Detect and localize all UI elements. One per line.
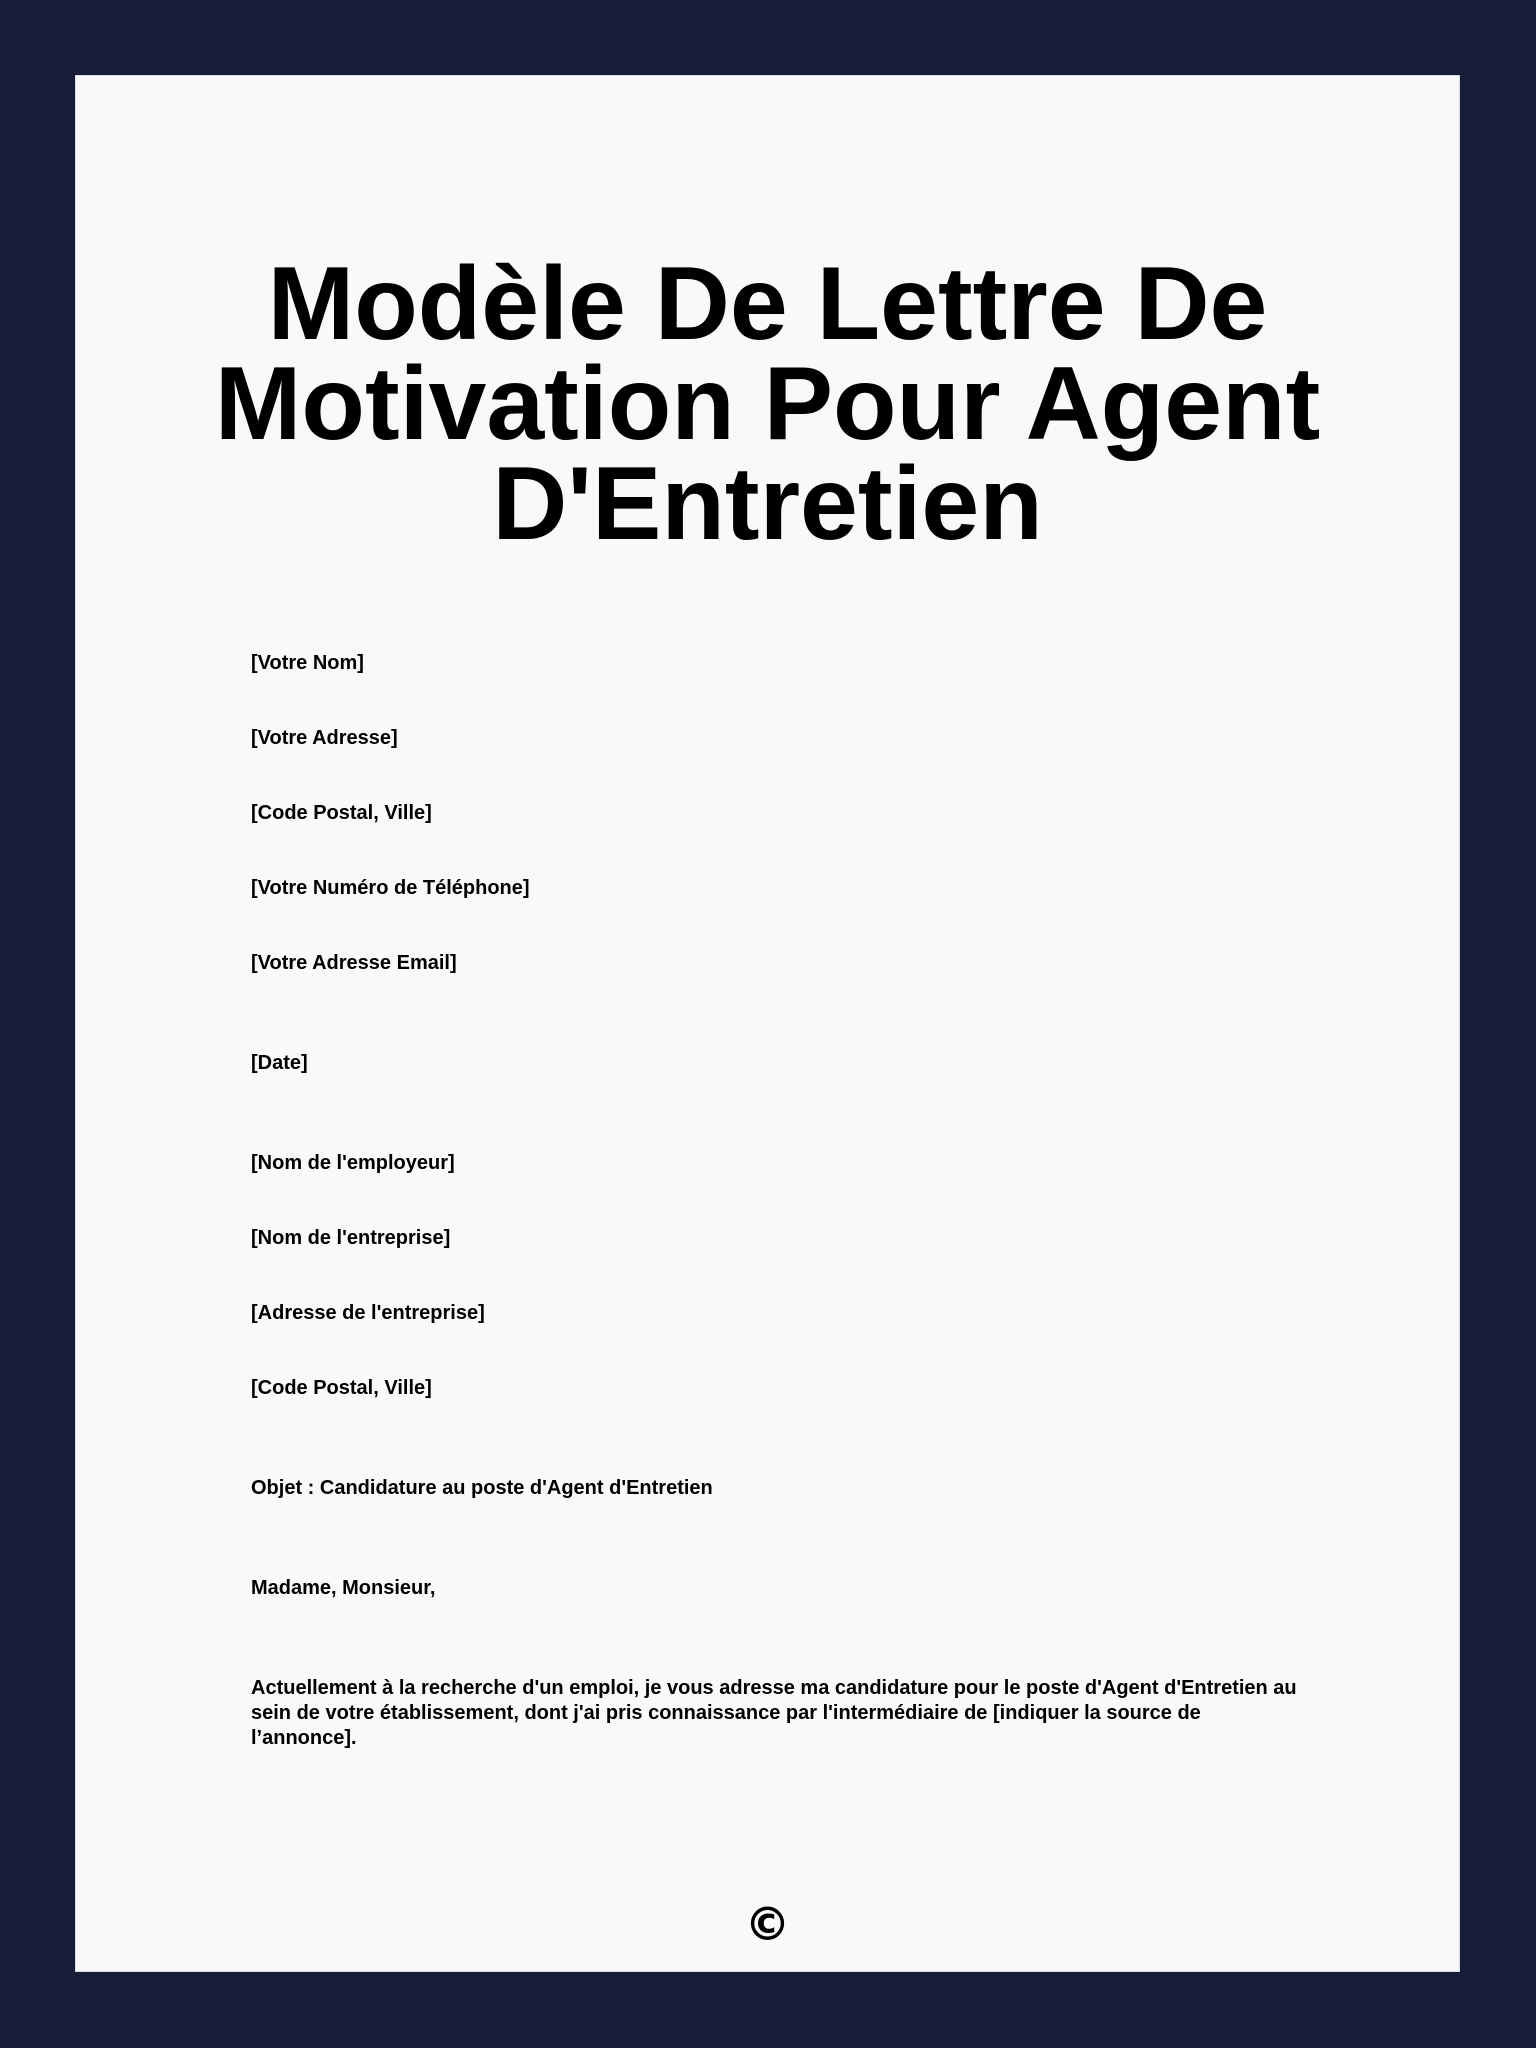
sender-postal-city: [Code Postal, Ville] (251, 802, 432, 824)
recipient-employer-name: [Nom de l'employeur] (251, 1152, 455, 1174)
sender-phone: [Votre Numéro de Téléphone] (251, 877, 530, 899)
recipient-postal-city: [Code Postal, Ville] (251, 1377, 432, 1399)
title-line-2: Motivation Pour Agent (214, 346, 1321, 462)
copyright-icon: © (744, 1897, 791, 1951)
letter-page (75, 75, 1460, 1972)
letter-paragraph-1: Actuellement à la recherche d'un emploi, je vous adresse ma candidature pour le poste d'Agent d'Entretien au sein de votre établissement, dont j'ai pris connaissance par l'intermédiaire de [indiquer la source de l’annonce]. (251, 1677, 1297, 1749)
sender-address: [Votre Adresse] (251, 727, 398, 749)
letter-date: [Date] (251, 1052, 308, 1074)
letter-subject: Objet : Candidature au poste d'Agent d'Entretien (251, 1477, 713, 1499)
sender-email: [Votre Adresse Email] (251, 952, 457, 974)
recipient-company-name: [Nom de l'entreprise] (251, 1227, 451, 1249)
title-line-1: Modèle De Lettre De (267, 246, 1268, 362)
document-title (76, 246, 1459, 562)
letter-salutation: Madame, Monsieur, (251, 1577, 436, 1599)
title-line-3: D'Entretien (492, 446, 1043, 562)
recipient-company-address: [Adresse de l'entreprise] (251, 1302, 485, 1324)
sender-name: [Votre Nom] (251, 652, 364, 674)
